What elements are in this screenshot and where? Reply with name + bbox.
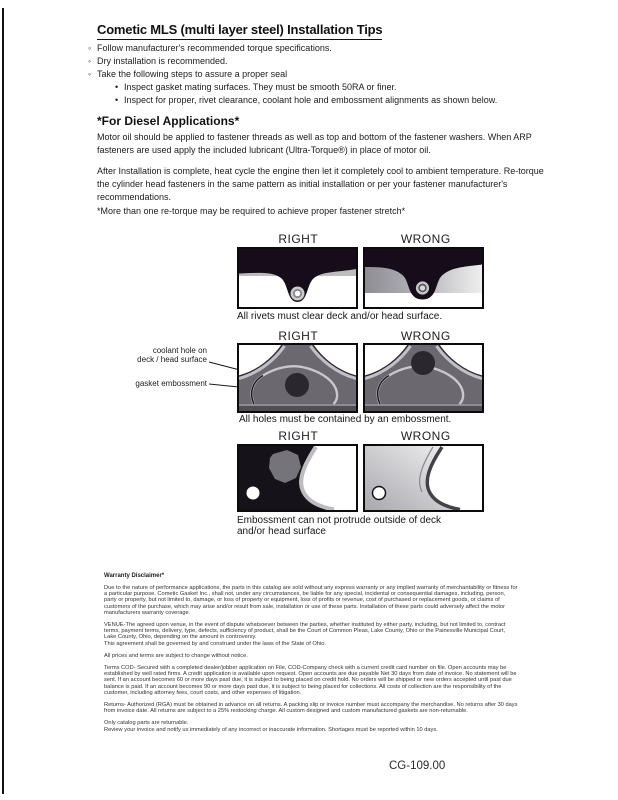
right-label: RIGHT — [278, 232, 319, 246]
warranty-paragraph: Returns- Authorized (RGA) must be obtained in advance on all returns. A packing slip or invoice number must accompany the merchandise. No returns after 30 days from invoice date. All returns are subject to a 25% restocking charge. All custom designed and custom manufactured gaskets are non-returnable. — [104, 702, 518, 715]
diesel-applications-heading: *For Diesel Applications* — [97, 114, 240, 128]
figure-holes-headers — [237, 329, 487, 343]
warranty-section — [104, 573, 518, 739]
embossment-right-diagram — [237, 444, 358, 512]
warranty-paragraph: Terms COD- Secured with a completed dealer/jobber application on File, COD-Company check with a current credit card number on file. Open accounts may be established by well rated firms. A credit application is available upon request. Open accounts are due payable Net 30 days from date of invoice. No statement will be sent. If an account becomes 60 or more days past due, it is subject to being placed on credit hold. No orders will be shipped or new orders accepted until past due balance is paid. If an account becomes 90 or more days past due, it is subject to being placed for collections. All costs of collection are the responsibility of the customer, including attorney fees, court costs, and other expenses of litigation. — [104, 665, 517, 696]
figure-holes-caption: All holes must be contained by an embossment. — [239, 414, 452, 425]
figure-rivets-caption: All rivets must clear deck and/or head surface. — [237, 311, 443, 322]
diesel-paragraph-1: Motor oil should be applied to fastener threads as well as top and bottom of the fastener washers. When ARP fasteners are used apply the included lubricant (Ultra-Torque®) in place of motor oil. — [97, 132, 532, 155]
warranty-paragraph: VENUE-The agreed upon venue, in the event of dispute whatsoever between the parties, whether instituted by either party, including, but not limited to, contract terms, payment terms, delivery, type, defects, sufficiency of product, shall be the Court of Common Pleas, Lake County, Ohio or the Painesville Municipal Court, Lake County, Ohio, depending on the amount in controversy. — [104, 622, 506, 641]
warranty-paragraph: Only catalog parts are returnable. — [104, 720, 189, 727]
coolant-hole-right-diagram — [237, 343, 358, 413]
wrong-label: WRONG — [400, 232, 451, 246]
wrong-label: WRONG — [400, 429, 451, 443]
retorque-note: *More than one re-torque may be required to achieve proper fastener stretch* — [97, 206, 406, 216]
figure-embossment-headers — [237, 429, 487, 443]
tip-sub-bullet-1: • Inspect gasket mating surfaces. They must be smooth 50RA or finer. — [115, 81, 548, 94]
diesel-paragraph-2: After Installation is complete, heat cycle the engine then let it completely cool to ambient temperature. Re-torque the cylinder head fasteners in the same pattern as initial installation or per your fastener manufacturer's recommendations. — [97, 166, 544, 202]
warranty-paragraph: Due to the nature of performance applications, the parts in this catalog are sold without any express warranty or any implied warranty of merchantability or fitness for a particular purpose. Cometic Gasket Inc., shall not, under any circumstances, be liable for any special, incidental or consequential damages, including, person, party or property, but not limited to, damage, or loss of property or equipment, loss of profits or revenue, cost of purchased or replacement goods, or claims of customers of the purchase, which may arise and/or result from sale, installation or use of these parts. Installation of these parts could adversely affect the motor manufacturers warranty coverage. — [104, 585, 518, 616]
warranty-paragraph: Review your invoice and notify us immediately of any incorrect or inaccurate information. Shortages must be reported within 10 days. — [104, 726, 438, 733]
figure-rivets-headers — [237, 232, 487, 246]
figure-rivets-panels — [237, 247, 484, 309]
wrong-label: WRONG — [400, 329, 451, 343]
rivet-right-diagram — [237, 247, 358, 309]
tip-bullet-3: ◦ Take the following steps to assure a proper seal — [88, 68, 548, 81]
page-edge-line — [2, 8, 4, 794]
embossment-wrong-diagram — [363, 444, 484, 512]
tips-list — [88, 42, 548, 107]
page-title: Cometic MLS (multi layer steel) Installation Tips — [97, 22, 382, 40]
warranty-paragraph: All prices and terms are subject to change without notice. — [104, 652, 248, 659]
tip-bullet-1: ◦ Follow manufacturer's recommended torque specifications. — [88, 42, 548, 55]
page-number: CG-109.00 — [389, 760, 446, 772]
warranty-heading: Warranty Disclaimer* — [104, 573, 165, 579]
coolant-hole-label: coolant hole on deck / head surface — [137, 346, 207, 364]
tip-bullet-2: ◦ Dry installation is recommended. — [88, 55, 548, 68]
rivet-wrong-diagram — [363, 247, 484, 309]
figure-embossment-panels — [237, 444, 484, 512]
warranty-paragraph: This agreement shall be governed by and construed under the laws of the State of Ohio. — [104, 640, 326, 647]
figure-holes-panels — [237, 343, 484, 413]
figure-embossment-caption: Embossment can not protrude outside of deck and/or head surface — [237, 515, 442, 537]
coolant-hole-wrong-diagram — [363, 343, 484, 413]
gasket-embossment-label: gasket embossment — [135, 379, 207, 388]
tip-sub-bullet-2: • Inspect for proper, rivet clearance, coolant hole and embossment alignments as shown below. — [115, 94, 548, 107]
right-label: RIGHT — [278, 329, 319, 343]
right-label: RIGHT — [278, 429, 319, 443]
